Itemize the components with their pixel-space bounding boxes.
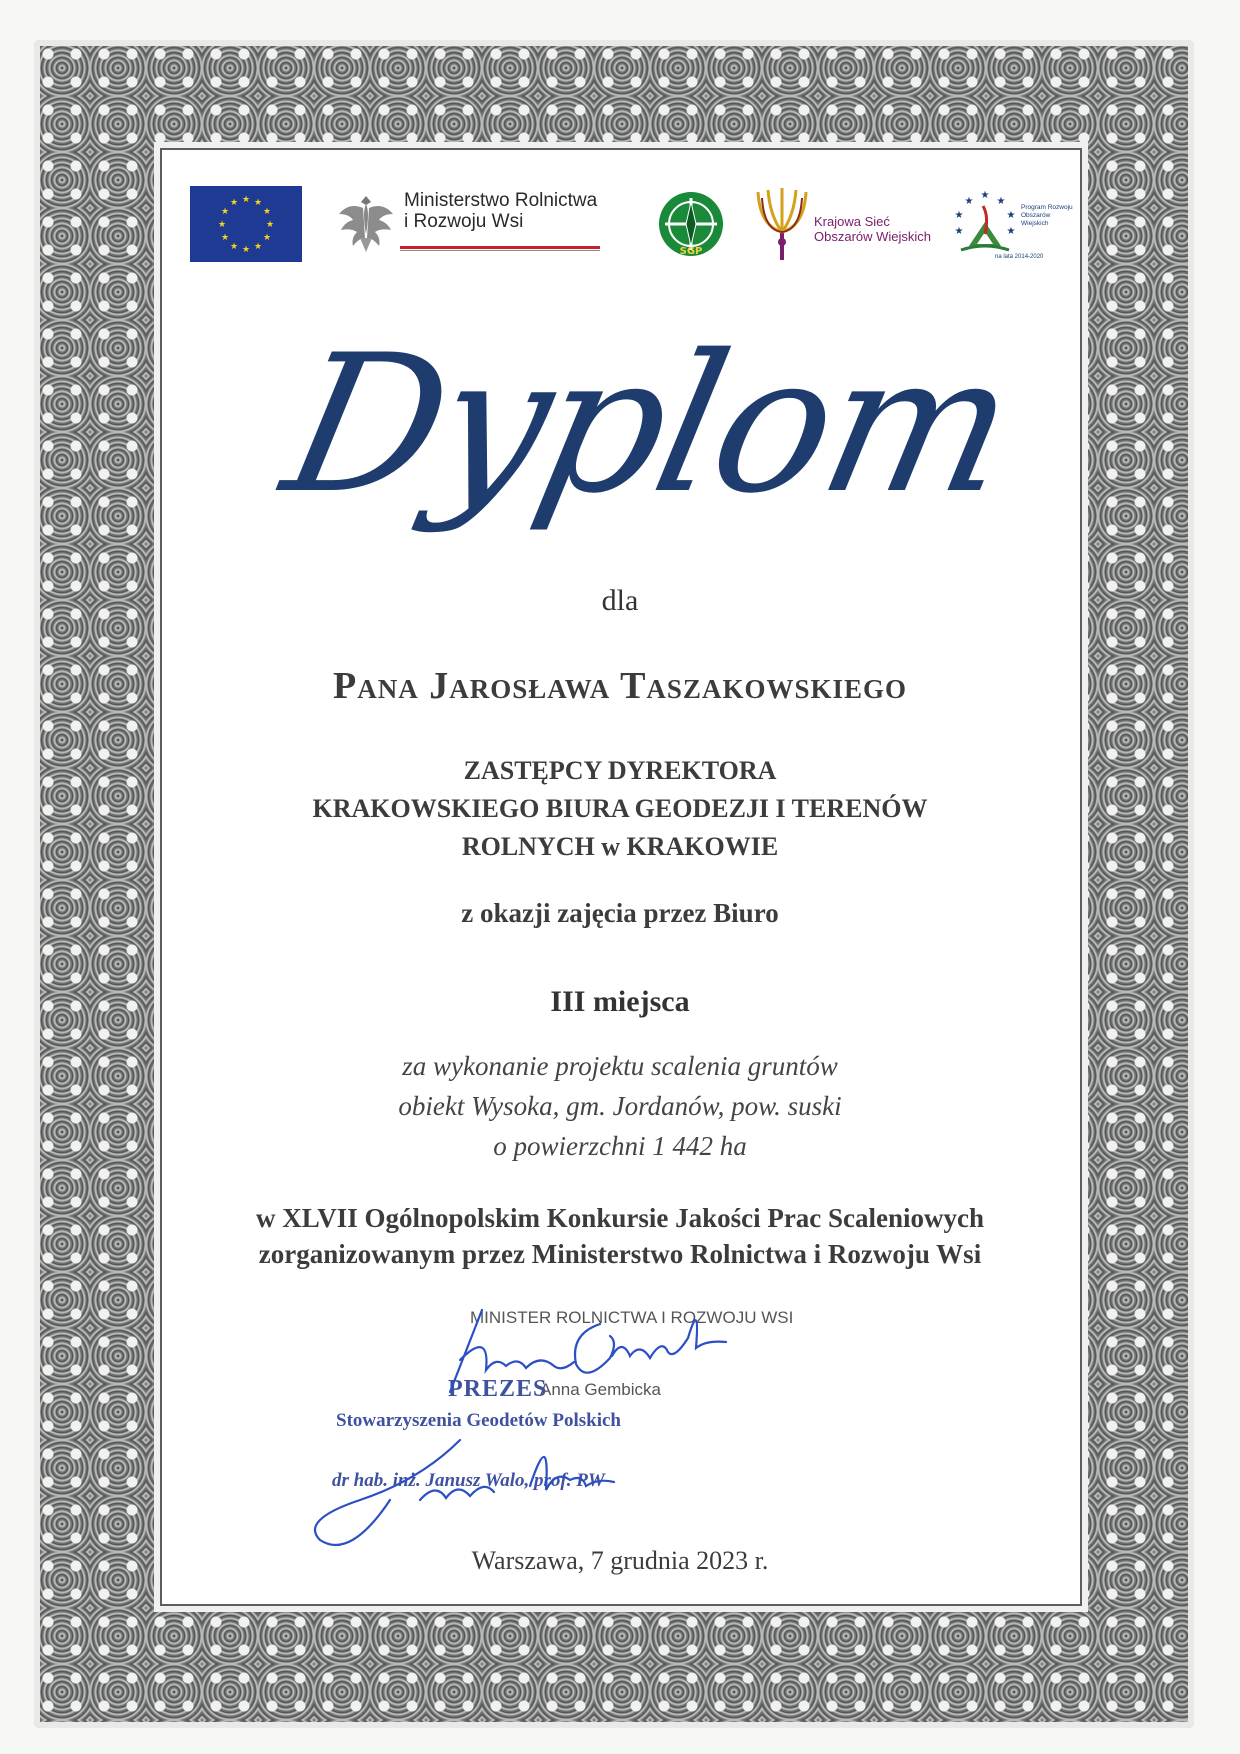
contest-line-1: w XLVII Ogólnopolskim Konkursie Jakości Prac Scaleniowych bbox=[255, 1203, 985, 1233]
polish-eagle-icon bbox=[336, 188, 396, 258]
ksow-emblem-icon bbox=[752, 186, 812, 264]
svg-text:★: ★ bbox=[241, 245, 251, 255]
position-line-3: ROLNYCH w KRAKOWIE bbox=[461, 832, 779, 861]
svg-text:★: ★ bbox=[229, 242, 239, 252]
svg-text:★: ★ bbox=[241, 195, 251, 205]
recipient-position bbox=[170, 752, 1070, 866]
svg-text:★: ★ bbox=[996, 196, 1006, 207]
place-text: III miejsca bbox=[550, 985, 690, 1018]
diploma-title: Dyplom bbox=[268, 314, 1029, 535]
occasion-text: z okazji zajęcia przez Biuro bbox=[461, 898, 779, 928]
contest-description bbox=[170, 1200, 1070, 1272]
issue-date: Warszawa, 7 grudnia 2023 r. bbox=[471, 1546, 769, 1575]
svg-text:★: ★ bbox=[954, 210, 964, 221]
prow-logo bbox=[947, 186, 1077, 266]
handwritten-signatures bbox=[300, 1300, 860, 1560]
svg-text:★: ★ bbox=[253, 198, 263, 208]
logo-row bbox=[190, 186, 1080, 266]
svg-text:★: ★ bbox=[980, 190, 990, 201]
svg-text:★: ★ bbox=[954, 226, 964, 237]
svg-text:★: ★ bbox=[1006, 226, 1016, 237]
eu-flag-logo bbox=[190, 186, 302, 262]
ministry-name: Ministerstwo Rolnictwa i Rozwoju Wsi bbox=[404, 190, 598, 232]
position-line-2: KRAKOWSKIEGO BIURA GEODEZJI I TERENÓW bbox=[312, 794, 928, 823]
svg-text:★: ★ bbox=[262, 233, 272, 243]
minister-stamp-label: MINISTER ROLNICTWA I ROZWOJU WSI bbox=[470, 1308, 794, 1327]
svg-text:★: ★ bbox=[220, 207, 230, 217]
association-name: Stowarzyszenia Geodetów Polskich bbox=[336, 1410, 621, 1431]
minister-name: Anna Gembicka bbox=[540, 1380, 661, 1399]
position-line-1: ZASTĘPCY DYREKTORA bbox=[463, 756, 777, 785]
ksow-name: Krajowa Sieć Obszarów Wiejskich bbox=[814, 214, 932, 244]
ministry-red-line bbox=[400, 246, 600, 249]
ministry-logo bbox=[336, 188, 601, 266]
ksow-logo bbox=[752, 186, 942, 264]
president-name: dr hab. inż. Janusz Walo, prof. PW bbox=[332, 1470, 605, 1491]
contest-line-2: zorganizowanym przez Ministerstwo Rolnictwa i Rozwoju Wsi bbox=[258, 1239, 982, 1269]
prow-years: na lata 2014-2020 bbox=[995, 254, 1044, 260]
prow-emblem-icon bbox=[947, 186, 1023, 262]
project-description bbox=[170, 1046, 1070, 1166]
ministry-grey-line bbox=[400, 250, 600, 251]
project-line-3: o powierzchni 1 442 ha bbox=[493, 1131, 747, 1161]
svg-text:★: ★ bbox=[1006, 210, 1016, 221]
svg-text:★: ★ bbox=[253, 242, 263, 252]
dla-text: dla bbox=[601, 584, 639, 617]
svg-text:★: ★ bbox=[220, 233, 230, 243]
project-line-2: obiekt Wysoka, gm. Jordanów, pow. suski bbox=[398, 1091, 842, 1121]
svg-text:★: ★ bbox=[265, 220, 275, 230]
recipient-name: Pana Jarosława Taszakowskiego bbox=[333, 665, 907, 707]
svg-text:★: ★ bbox=[262, 207, 272, 217]
prow-name: Program Rozwoju Obszarów Wiejskich bbox=[1021, 204, 1073, 227]
project-line-1: za wykonanie projektu scalenia gruntów bbox=[402, 1051, 838, 1081]
svg-text:★: ★ bbox=[217, 220, 227, 230]
sgp-logo bbox=[655, 188, 727, 260]
sgp-text: SGP bbox=[679, 246, 703, 257]
svg-text:★: ★ bbox=[964, 196, 974, 207]
svg-text:★: ★ bbox=[229, 198, 239, 208]
prezes-label: PREZES bbox=[448, 1376, 548, 1402]
